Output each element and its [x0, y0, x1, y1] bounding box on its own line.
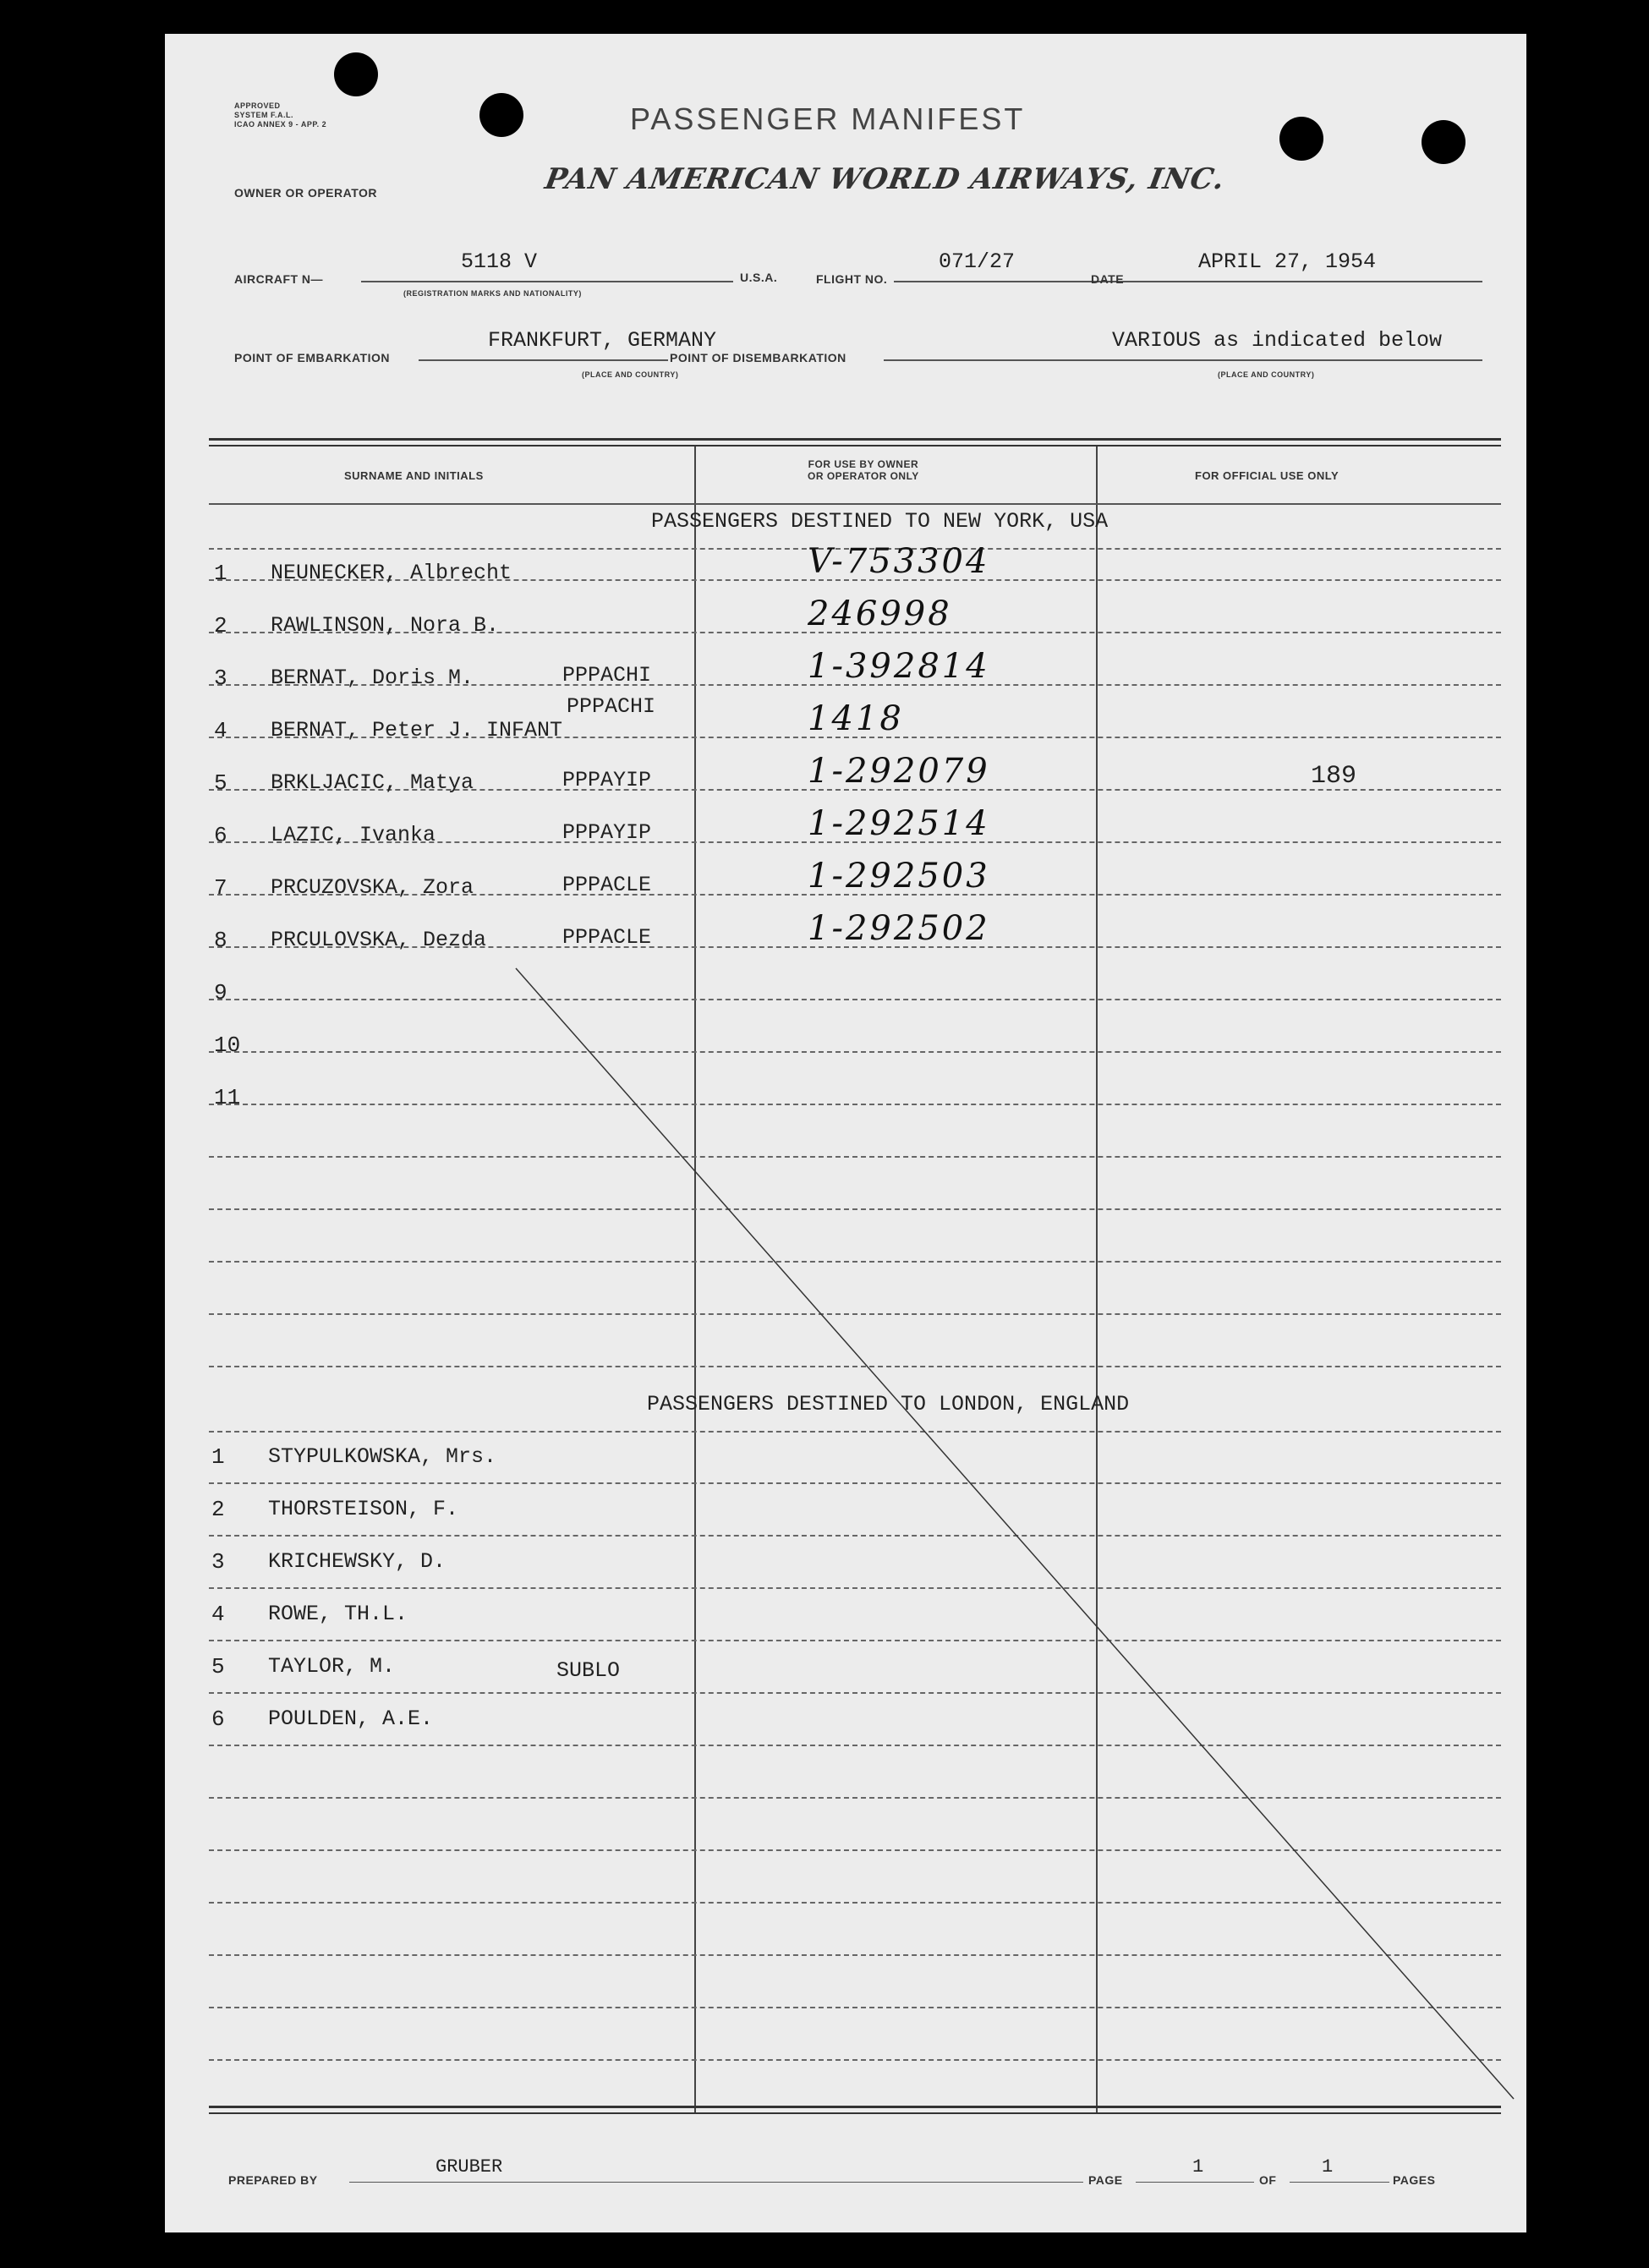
london-section-heading: PASSENGERS DESTINED TO LONDON, ENGLAND [647, 1392, 1130, 1416]
passenger-name: ROWE, TH.L. [268, 1602, 408, 1626]
embark-place-note: (PLACE AND COUNTRY) [582, 370, 679, 379]
passenger-code: PPPACHI [562, 663, 652, 688]
approval-line: ICAO ANNEX 9 - APP. 2 [234, 120, 327, 129]
of-value: 1 [1322, 2156, 1334, 2178]
manifest-title: PASSENGER MANIFEST [630, 101, 1026, 136]
row-number: 1 [211, 1444, 225, 1470]
usa-label: U.S.A. [740, 271, 778, 284]
row-number: 3 [211, 1549, 225, 1575]
registration-note: (REGISTRATION MARKS AND NATIONALITY) [403, 289, 582, 298]
handwritten-ticket-number: 246998 [808, 594, 952, 633]
row-number: 4 [211, 1602, 225, 1627]
owner-operator-label: OWNER OR OPERATOR [234, 186, 377, 200]
passenger-name: KRICHEWSKY, D. [268, 1549, 446, 1574]
handwritten-ticket-number: 1-292503 [808, 857, 990, 896]
ny-section-heading: PASSENGERS DESTINED TO NEW YORK, USA [651, 509, 1109, 534]
handwritten-ticket-number: 1-392814 [808, 647, 990, 686]
row-number: 1 [214, 561, 227, 586]
passenger-code: PPPACLE [562, 925, 652, 950]
passenger-name: POULDEN, A.E. [268, 1706, 434, 1731]
pages-label: PAGES [1393, 2173, 1436, 2187]
row-number: 4 [214, 718, 227, 743]
row-number: 9 [214, 980, 227, 1005]
passenger-code: PPPACHI [567, 694, 656, 719]
passenger-name: STYPULKOWSKA, Mrs. [268, 1444, 497, 1469]
date-label: DATE [1091, 272, 1125, 286]
passenger-code: PPPAYIP [562, 768, 652, 792]
of-label: OF [1259, 2173, 1277, 2187]
row-number: 8 [214, 928, 227, 953]
row-number: 3 [214, 666, 227, 691]
page-value: 1 [1192, 2156, 1204, 2178]
passenger-code: PPPAYIP [562, 820, 652, 845]
prepared-by-label: PREPARED BY [228, 2173, 318, 2187]
approval-line: SYSTEM F.A.L. [234, 111, 294, 119]
flight-no-value: 071/27 [939, 249, 1016, 274]
handwritten-ticket-number: 1418 [808, 699, 904, 738]
page-label: PAGE [1088, 2173, 1123, 2187]
disembarkation-value: VARIOUS as indicated below [1112, 328, 1443, 353]
passenger-name: BERNAT, Peter J. INFANT [271, 718, 563, 742]
passenger-name: NEUNECKER, Albrecht [271, 561, 512, 585]
approval-line: APPROVED [234, 101, 281, 110]
col-header-owner-line1: FOR USE BY OWNER [808, 458, 919, 470]
row-number: 10 [214, 1033, 241, 1058]
passenger-name: THORSTEISON, F. [268, 1497, 459, 1521]
row-number: 2 [211, 1497, 225, 1522]
row-number: 11 [214, 1085, 241, 1110]
col-header-surname: SURNAME AND INITIALS [344, 469, 484, 482]
handwritten-ticket-number: 1-292079 [808, 752, 990, 791]
manifest-paper [165, 34, 1526, 2232]
aircraft-value: 5118 V [461, 249, 538, 274]
disembarkation-label: POINT OF DISEMBARKATION [670, 351, 846, 364]
aircraft-label: AIRCRAFT N— [234, 272, 324, 286]
passenger-name: TAYLOR, M. [268, 1654, 396, 1679]
passenger-code: PPPACLE [562, 873, 652, 897]
flight-no-label: FLIGHT NO. [816, 272, 888, 286]
prepared-by-value: GRUBER [436, 2156, 503, 2178]
handwritten-ticket-number: 1-292514 [808, 804, 990, 843]
row-number: 5 [211, 1654, 225, 1679]
passenger-code: SUBLO [556, 1658, 621, 1683]
passenger-name: BERNAT, Doris M. [271, 666, 474, 690]
handwritten-ticket-number: 1-292502 [808, 909, 990, 948]
passenger-name: LAZIC, Ivanka [271, 823, 436, 847]
row-number: 6 [211, 1706, 225, 1732]
row-number: 5 [214, 770, 227, 796]
date-value: APRIL 27, 1954 [1198, 249, 1377, 274]
row-number: 7 [214, 875, 227, 901]
passenger-name: RAWLINSON, Nora B. [271, 613, 500, 638]
embarkation-value: FRANKFURT, GERMANY [488, 328, 717, 353]
embarkation-label: POINT OF EMBARKATION [234, 351, 390, 364]
diagonal-strike-line [165, 34, 1526, 2232]
col-header-official: FOR OFFICIAL USE ONLY [1195, 469, 1339, 482]
handwritten-ticket-number: V-753304 [808, 542, 990, 581]
col-header-owner-line2: OR OPERATOR ONLY [808, 470, 919, 482]
row-number: 6 [214, 823, 227, 848]
passenger-name: PRCUZOVSKA, Zora [271, 875, 474, 900]
official-use-value: 189 [1311, 762, 1357, 791]
passenger-name: BRKLJACIC, Matya [271, 770, 474, 795]
row-number: 2 [214, 613, 227, 638]
airline-name: PAN AMERICAN WORLD AIRWAYS, INC. [542, 162, 1228, 196]
passenger-name: PRCULOVSKA, Dezda [271, 928, 487, 952]
disembark-place-note: (PLACE AND COUNTRY) [1218, 370, 1315, 379]
